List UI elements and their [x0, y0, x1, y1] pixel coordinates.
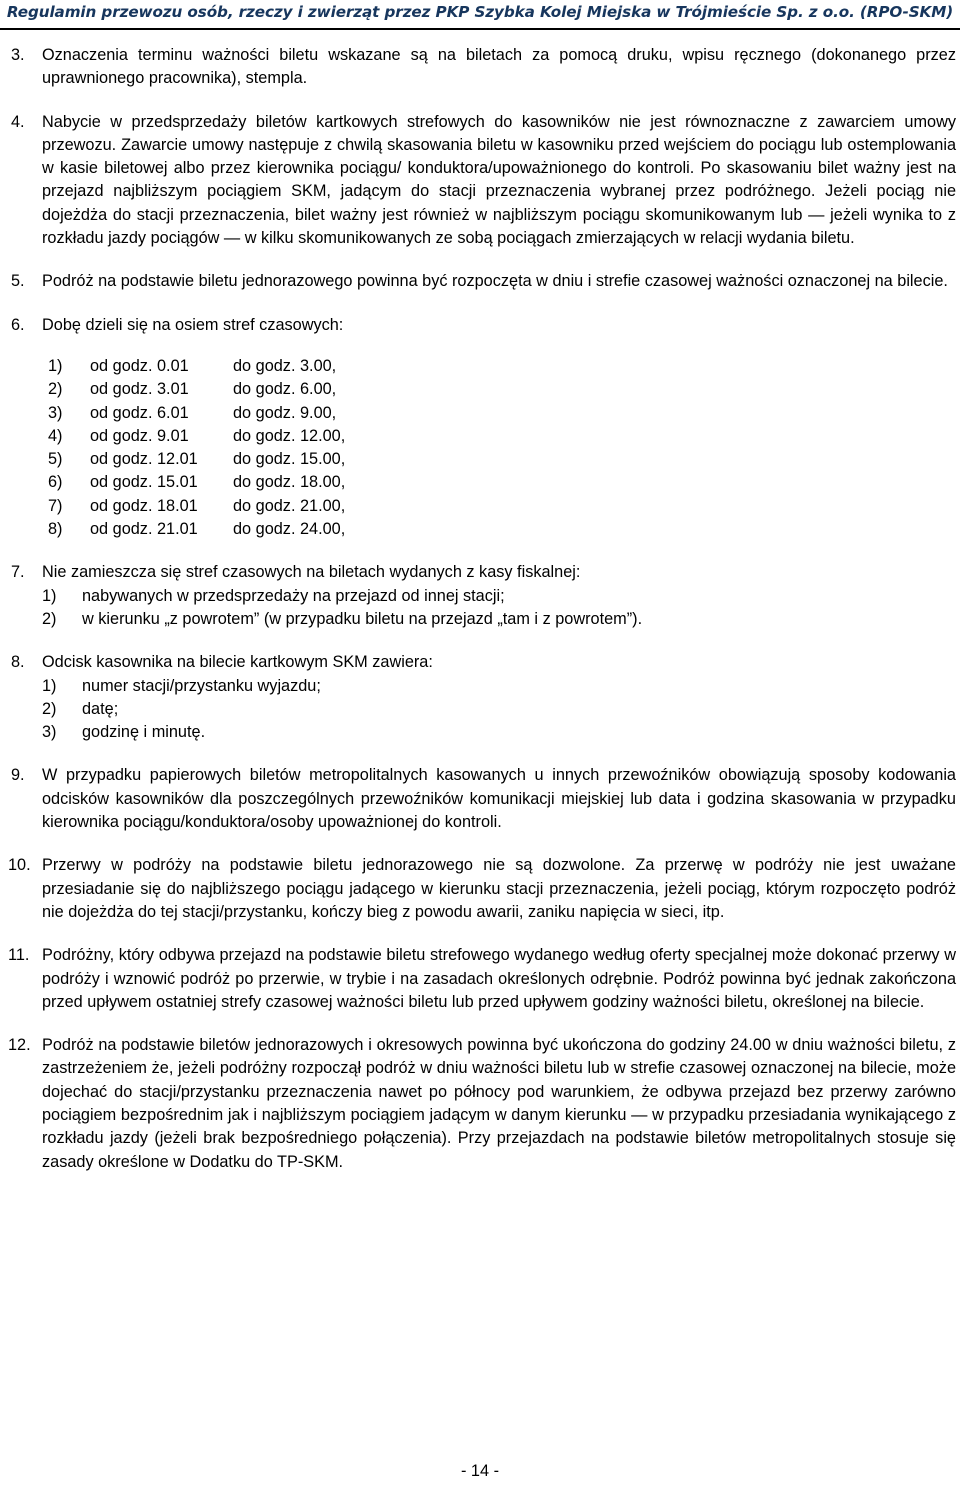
section-8	[8, 651, 956, 744]
time-to: do godz. 9.00,	[233, 403, 337, 422]
section-number: 9.	[11, 766, 25, 785]
time-to: do godz. 15.00,	[233, 450, 346, 469]
section-text: Dobę dzieli się na osiem stref czasowych:	[42, 315, 344, 334]
list-number: 1)	[42, 676, 57, 695]
section-3	[8, 44, 956, 91]
time-from: od godz. 9.01	[90, 426, 189, 445]
section-10	[8, 854, 956, 924]
list-number: 2)	[42, 699, 57, 718]
list-item	[48, 355, 956, 378]
section-number: 10.	[8, 856, 31, 875]
section-12	[8, 1034, 956, 1174]
header-title: Regulamin przewozu osób, rzeczy i zwierząt przez PKP Szybka Kolej Miejska w Trójmieście Sp. z o.o. (RPO-SKM)	[6, 3, 954, 21]
list-number: 2)	[48, 380, 63, 399]
section-text: Podróż na podstawie biletu jednorazowego powinna być rozpoczęta w dniu i strefie czasowej ważności oznaczonej na bilecie.	[42, 272, 948, 291]
time-from: od godz. 6.01	[90, 403, 189, 422]
section-5	[8, 270, 956, 293]
section-number: 6.	[11, 315, 25, 334]
section-6	[8, 314, 956, 542]
section-number: 5.	[11, 272, 25, 291]
page-number: - 14 -	[460, 1462, 499, 1480]
list-number: 3)	[42, 723, 57, 742]
section-number: 8.	[11, 653, 25, 672]
time-from: od godz. 21.01	[90, 520, 198, 539]
list-number: 3)	[48, 403, 63, 422]
list-text: datę;	[82, 699, 119, 718]
time-to: do godz. 18.00,	[233, 473, 346, 492]
list-item	[48, 402, 956, 425]
time-from: od godz. 15.01	[90, 473, 198, 492]
section-text: Odcisk kasownika na bilecie kartkowym SKM zawiera:	[42, 653, 433, 672]
list-number: 8)	[48, 520, 63, 539]
section-number: 4.	[11, 112, 25, 131]
list-item	[42, 698, 956, 721]
time-from: od godz. 0.01	[90, 356, 189, 375]
sub-list	[42, 675, 956, 745]
list-number: 7)	[48, 496, 63, 515]
section-text: W przypadku papierowych biletów metropolitalnych kasowanych u innych przewoźników obowiązują sposoby kodowania odcisków kasowników dla poszczególnych przewoźników komunikacji miejskiej lub data i godzina skasowania w przypadku kierownika pociągu/konduktora/osoby upoważnionej do kontroli.	[42, 766, 956, 832]
time-from: od godz. 3.01	[90, 380, 189, 399]
list-item	[48, 378, 956, 401]
sub-list	[42, 585, 956, 632]
section-text: Nie zamieszcza się stref czasowych na biletach wydanych z kasy fiskalnej:	[42, 563, 581, 582]
section-text: Przerwy w podróży na podstawie biletu jednorazowego nie są dozwolone. Za przerwę w podróży nie jest uważane przesiadanie się do najbliższego pociągu jadącego w kierunku stacji przeznaczenia, jeżeli pociąg, którym rozpoczęto podróż nie dojeżdża do tej stacji/przystanku, kończy bieg z powodu awarii, zaniku napięcia w sieci, itp.	[42, 856, 956, 921]
list-number: 6)	[48, 473, 63, 492]
list-item	[48, 495, 956, 518]
list-item	[48, 471, 956, 494]
list-number: 1)	[42, 586, 57, 605]
section-text: Podróżny, który odbywa przejazd na podstawie biletu strefowego wydanego według oferty specjalnej może dokonać przerwy w podróży i wznowić podróż po przerwie, w trybie i na zasadach określonych odrębnie. Podróż powinna być jednak zakończona przed upływem ostatniej strefy czasowej ważności biletu lub przed upływem godziny ważności biletu, określonej na bilecie.	[42, 946, 956, 1011]
section-7	[8, 561, 956, 631]
time-to: do godz. 12.00,	[233, 426, 346, 445]
time-to: do godz. 21.00,	[233, 496, 346, 515]
list-text: godzinę i minutę.	[82, 723, 206, 742]
time-zone-list	[8, 355, 956, 541]
list-item	[48, 448, 956, 471]
list-text: nabywanych w przedsprzedaży na przejazd od innej stacji;	[82, 586, 505, 605]
list-text: w kierunku „z powrotem” (w przypadku biletu na przejazd „tam i z powrotem”).	[82, 609, 643, 628]
section-text: Nabycie w przedsprzedaży biletów kartkowych strefowych do kasowników nie jest równoznaczne z zawarciem umowy przewozu. Zawarcie umowy następuje z chwilą skasowania biletu w kasowniku przed wejściem do pociągu lub ostemplowania w kasie biletowej albo przez kierownika pociągu/ konduktora/upoważnionego do kontroli. Po skasowaniu bilet ważny jest na przejazd najbliższym pociągiem SKM, jadącym do stacji przeznaczenia wybranej przez podróżnego. Jeżeli pociąg nie dojeżdża do stacji przeznaczenia, bilet ważny jest również w najbliższym pociągu skomunikowanym lub — jeżeli wynika to z rozkładu jazdy pociągów — w kilku skomunikowanych ze sobą pociągach zmierzających w relacji wydania biletu.	[42, 112, 956, 248]
document-body	[8, 44, 956, 1194]
list-item	[42, 675, 956, 698]
time-to: do godz. 24.00,	[233, 520, 346, 539]
section-11	[8, 944, 956, 1014]
time-to: do godz. 3.00,	[233, 356, 337, 375]
list-item	[42, 585, 956, 608]
section-9	[8, 764, 956, 834]
section-number: 12.	[8, 1036, 31, 1055]
list-item	[48, 425, 956, 448]
section-number: 11.	[8, 946, 30, 965]
section-text: Podróż na podstawie biletów jednorazowych i okresowych powinna być ukończona do godziny 24.00 w dniu ważności biletu, z zastrzeżeniem że, jeżeli podróżny rozpoczął podróż w dniu ważności biletu lub w strefie czasowej oznaczonej na bilecie, może dojechać do stacji/przystanku przeznaczenia nawet po północy pod warunkiem, że odbywa przejazd bez przerwy zarówno pociągiem bezpośrednim jak i najbliższym pociągiem jadącym w danym kierunku — w przypadku przesiadania wynikającego z rozkładu jazdy (jeżeli brak bezpośredniego połączenia). Przy przejazdach na podstawie biletów metropolitalnych stosuje się zasady określone w Dodatku do TP-SKM.	[42, 1036, 956, 1171]
section-4	[8, 111, 956, 251]
list-number: 1)	[48, 356, 63, 375]
list-number: 2)	[42, 609, 57, 628]
time-from: od godz. 18.01	[90, 496, 198, 515]
section-text: Oznaczenia terminu ważności biletu wskazane są na biletach za pomocą druku, wpisu ręcznego (dokonanego przez uprawnionego pracownika), stempla.	[42, 46, 956, 88]
running-header	[0, 0, 960, 30]
section-number: 7.	[11, 563, 25, 582]
list-number: 4)	[48, 426, 63, 445]
list-item	[42, 608, 956, 631]
list-number: 5)	[48, 450, 63, 469]
list-text: numer stacji/przystanku wyjazdu;	[82, 676, 321, 695]
list-item	[42, 721, 956, 744]
time-from: od godz. 12.01	[90, 450, 198, 469]
list-item	[48, 518, 956, 541]
time-to: do godz. 6.00,	[233, 380, 337, 399]
section-number: 3.	[11, 46, 25, 64]
